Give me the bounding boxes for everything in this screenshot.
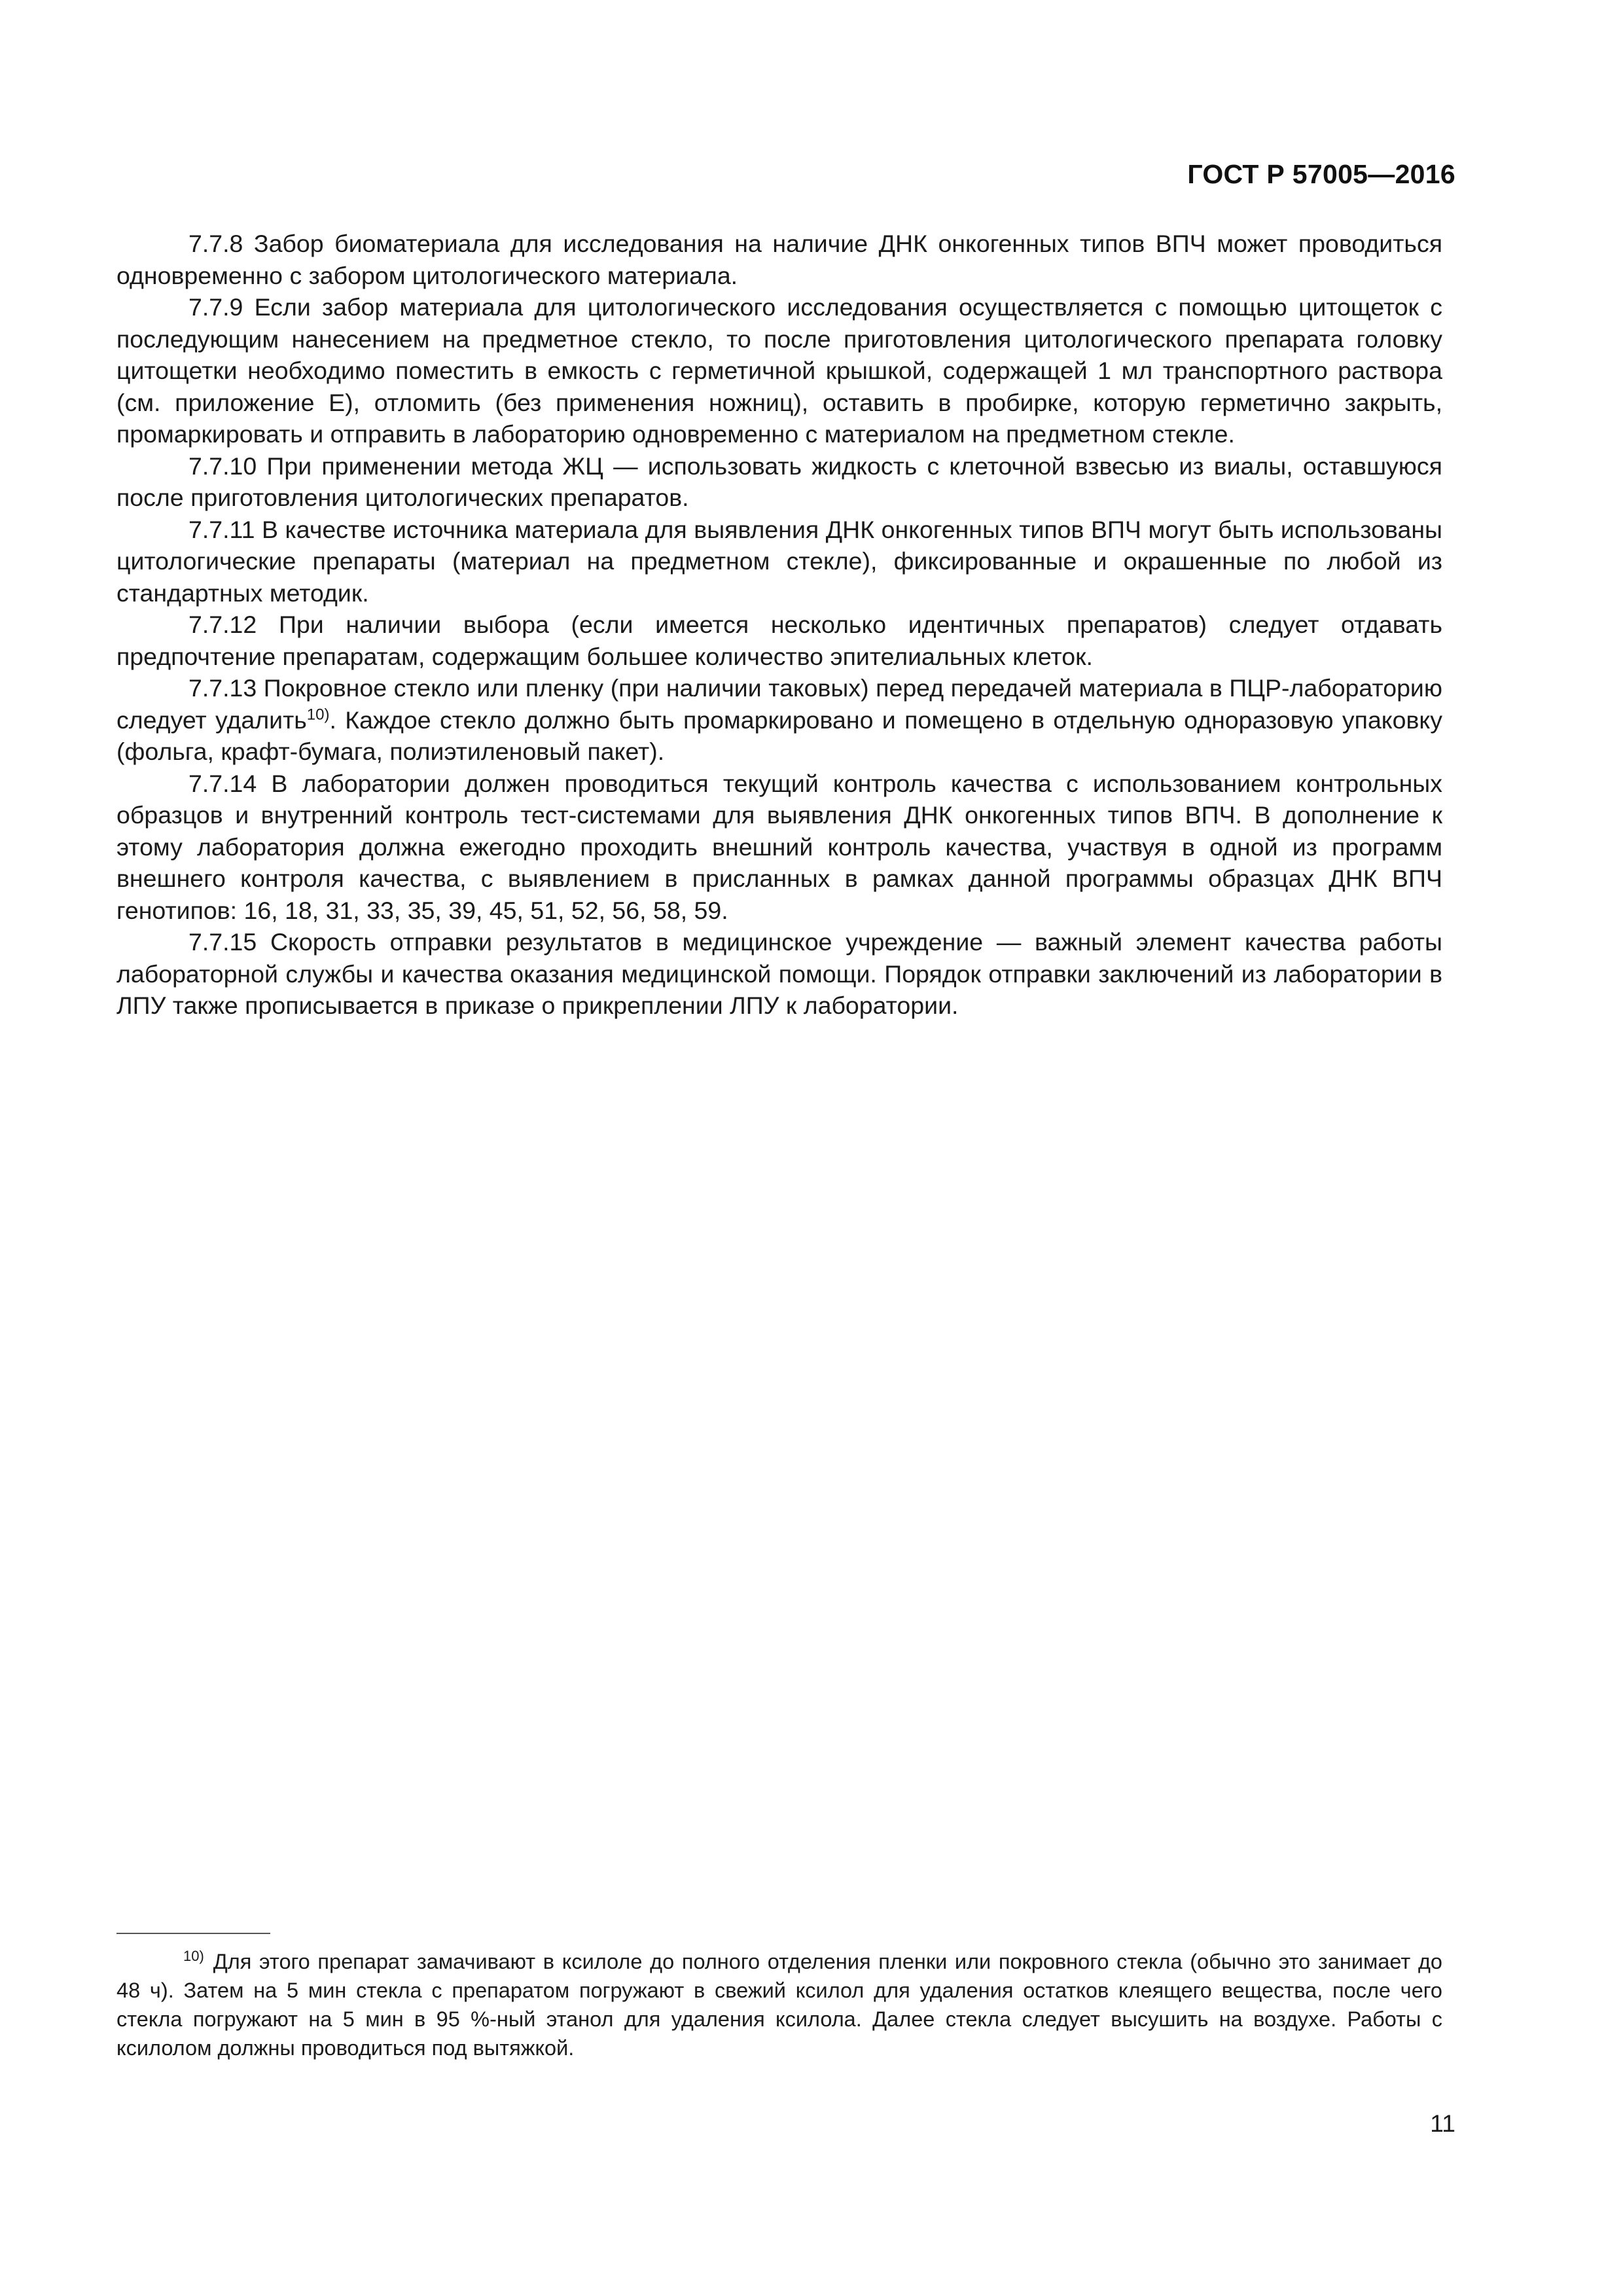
footnote-text: Для этого препарат замачивают в ксилоле до полного отделения пленки или покровного стекла (обычно это занимает до 48 ч). Затем на 5 мин стекла с препаратом погружают в свежий ксилол для удаления остатков клеящего вещества, после чего стекла погружают на 5 мин в 95 %-ный этанол для удаления ксилола. Далее стекла следует высушить на воздухе. Работы с ксилолом должны проводиться под вытяжкой. [116,1950,1442,2060]
footnotes [116,1947,1442,2062]
footnote-separator [116,1933,270,1934]
main-text [116,228,1442,1022]
paragraph-7-7-12: 7.7.12 При наличии выбора (если имеется несколько идентичных препаратов) следует отдавать предпочтение препаратам, содержащим большее количество эпителиальных клеток. [116,611,1442,670]
paragraph-7-7-10: 7.7.10 При применении метода ЖЦ — использовать жидкость с клеточной взвесью из виалы, оставшуюся после приготовления цитологических препаратов. [116,452,1442,511]
paragraph-7-7-14: 7.7.14 В лаборатории должен проводиться текущий контроль качества с использованием контрольных образцов и внутренний контроль тест-системами для выявления ДНК онкогенных типов ВПЧ. В дополнение к этому лаборатория должна ежегодно проходить внешний контроль качества, участвуя в одной из программ внешнего контроля качества, с выявлением в присланных в рамках данной программы образцах ДНК ВПЧ генотипов: 16, 18, 31, 33, 35, 39, 45, 51, 52, 56, 58, 59. [116,769,1442,924]
footnote-reference: 10) [306,706,330,723]
footnote-marker: 10) [183,1948,204,1965]
paragraph-7-7-9: 7.7.9 Если забор материала для цитологического исследования осуществляется с помощью цитощеток с последующим нанесением на предметное стекло, то после приготовления цитологического препарата головку цитощетки необходимо поместить в емкость с герметичной крышкой, содержащей 1 мл транспортного раствора (см. приложение Е), отломить (без применения ножниц), оставить в пробирке, которую герметично закрыть, промаркировать и отправить в лабораторию одновременно с материалом на предметном стекле. [116,293,1442,448]
footnote-10 [116,1947,1442,2062]
paragraph-7-7-13-text-after: . Каждое стекло должно быть промаркировано и помещено в отдельную одноразовую упаковку (фольга, крафт-бумага, полиэтиленовый пакет). [116,706,1442,765]
paragraph-7-7-13-text-before: 7.7.13 Покровное стекло или пленку (при наличии таковых) перед передачей материала в ПЦР-лабораторию следует удалить [116,674,1442,734]
paragraph-7-7-13 [116,672,1442,768]
page-header-standard-id: ГОСТ Р 57005—2016 [1187,159,1455,189]
paragraph-7-7-11: 7.7.11 В качестве источника материала для выявления ДНК онкогенных типов ВПЧ могут быть использованы цитологические препараты (материал на предметном стекле), фиксированные и окрашенные по любой из стандартных методик. [116,515,1442,607]
page-number: 11 [1430,2109,1455,2137]
paragraph-7-7-8: 7.7.8 Забор биоматериала для исследования на наличие ДНК онкогенных типов ВПЧ может проводиться одновременно с забором цитологического материала. [116,230,1442,289]
paragraph-7-7-15: 7.7.15 Скорость отправки результатов в медицинское учреждение — важный элемент качества работы лабораторной службы и качества оказания медицинской помощи. Порядок отправки заключений из лаборатории в ЛПУ также прописывается в приказе о прикреплении ЛПУ к лаборатории. [116,928,1442,1019]
